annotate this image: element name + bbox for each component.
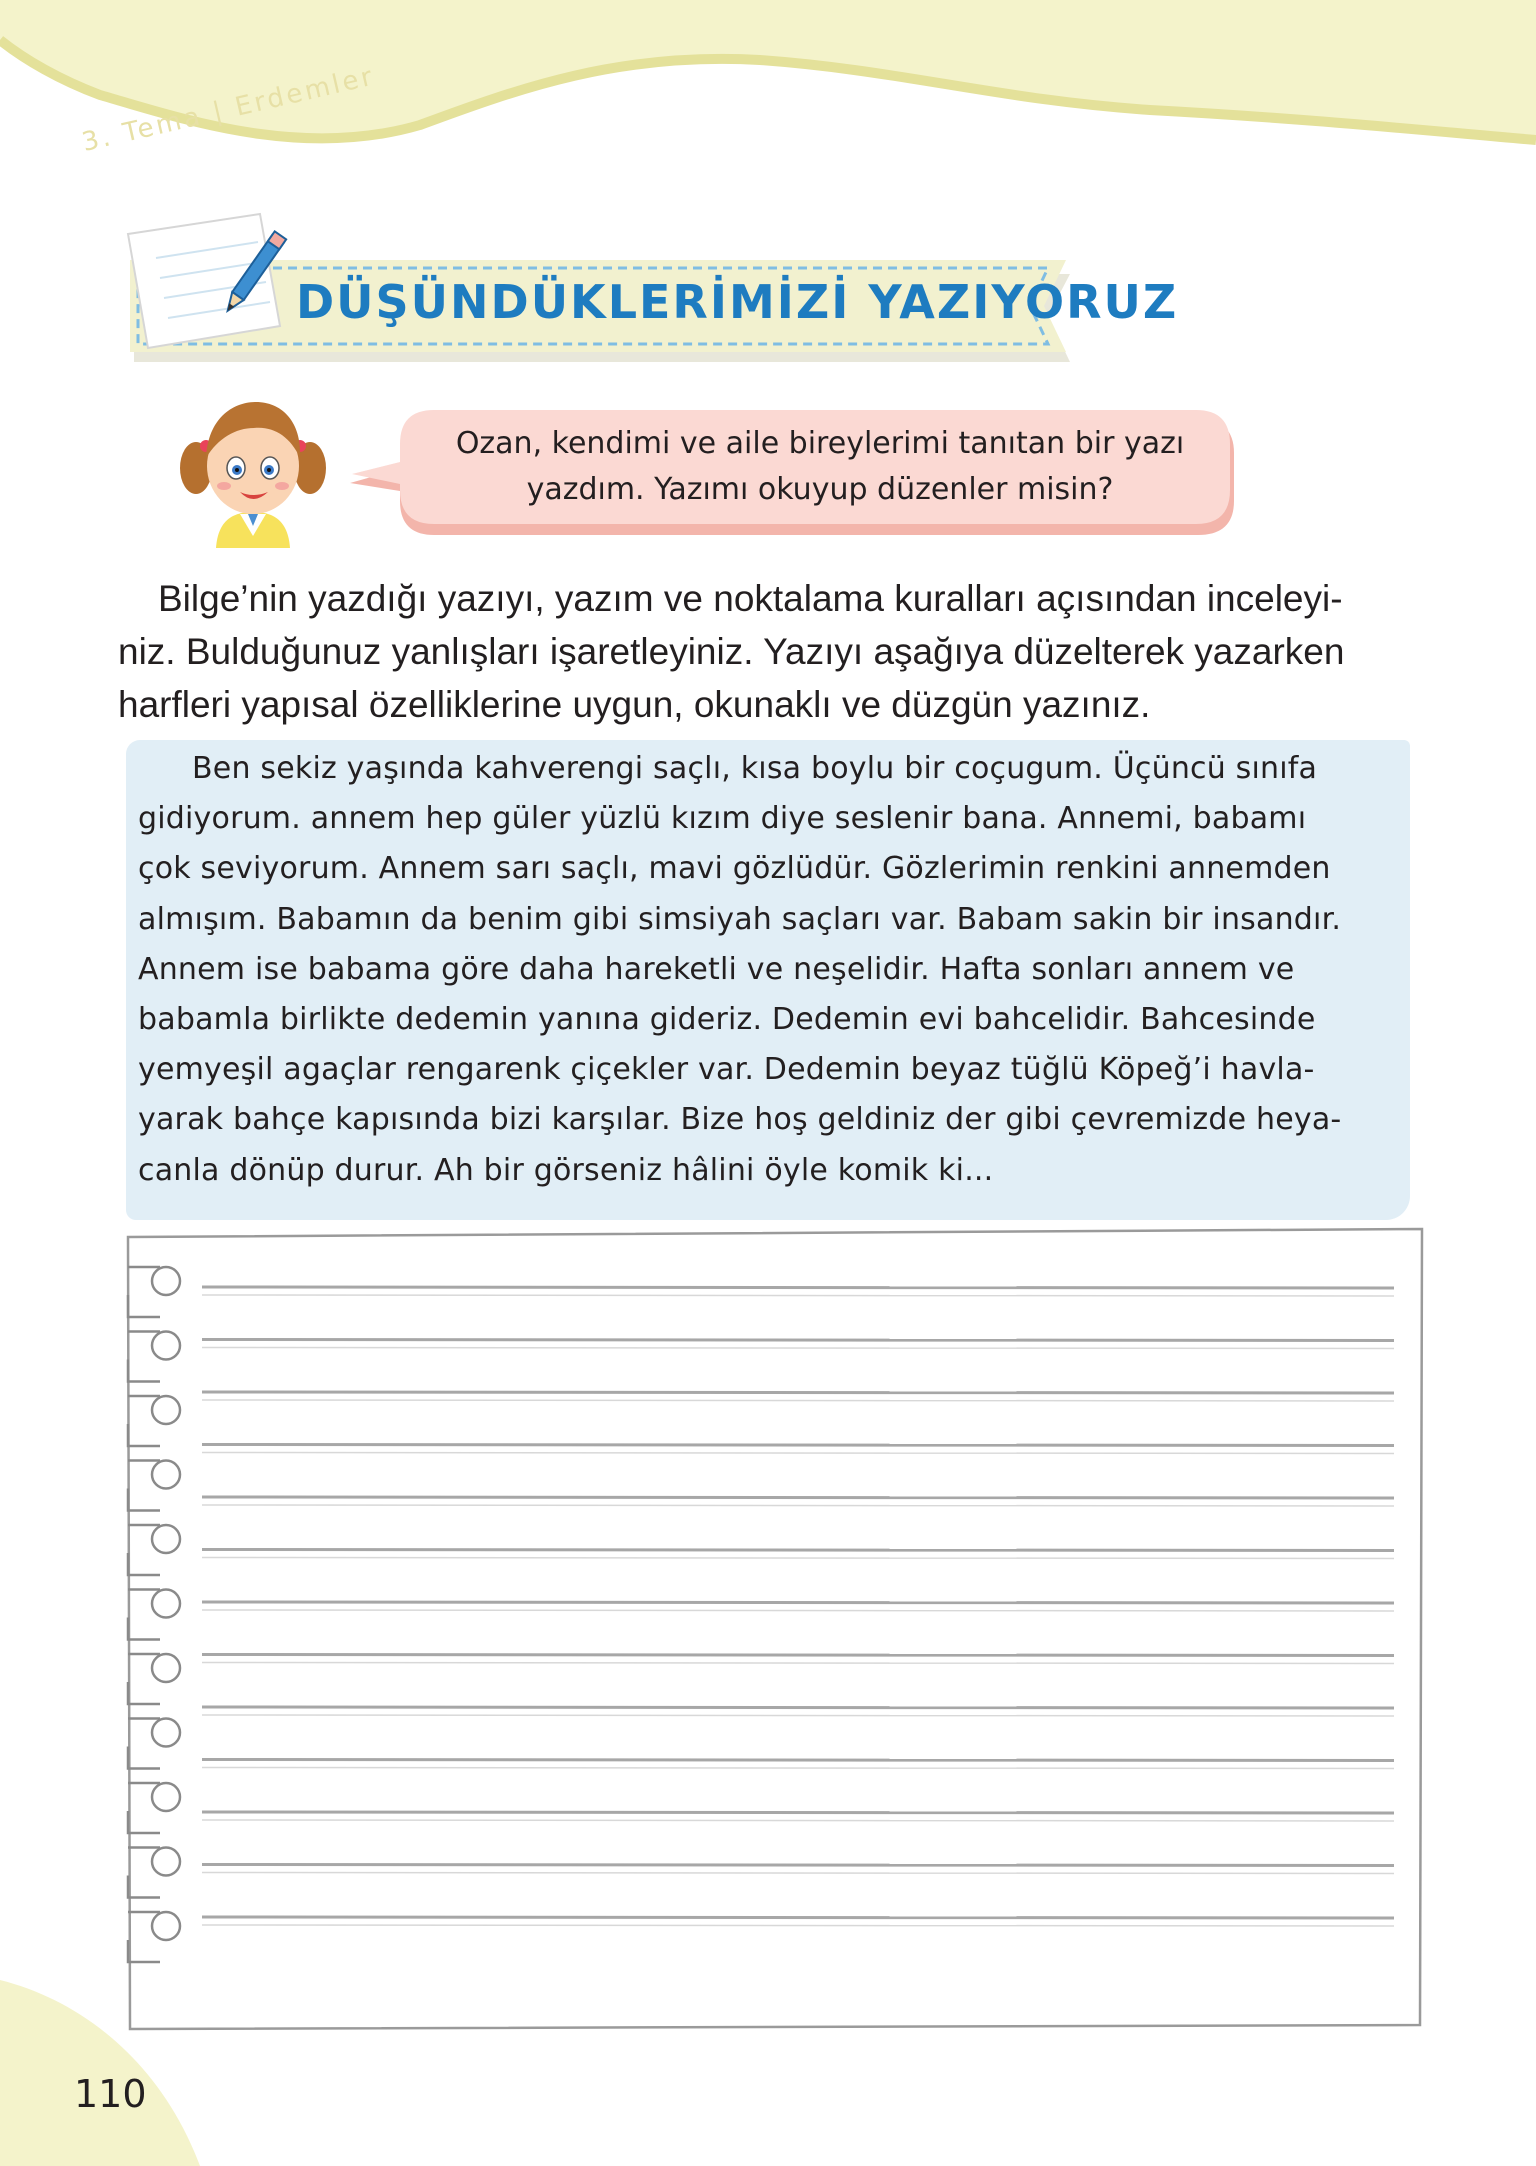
ruled-line — [202, 1445, 1394, 1446]
story-line: yarak bahçe kapısında bizi karşılar. Bize hoş geldiniz der gibi çevremizde heya- — [138, 1102, 1342, 1138]
ruled-line — [202, 1760, 1394, 1761]
page-number: 110 — [74, 2072, 147, 2116]
notebook-writing-area[interactable] — [120, 1225, 1436, 2035]
ruled-line — [202, 1812, 1394, 1813]
ruled-line — [202, 1917, 1394, 1918]
instruction-line: Bilge’nin yazdığı yazıyı, yazım ve noktalama kuralları açısından inceleyi- — [158, 578, 1343, 619]
story-line: yemyeşil agaçlar rengarenk çiçekler var. Dedemin beyaz tüğlü Köpeğ’i havla- — [138, 1052, 1315, 1088]
ruled-line — [202, 1497, 1394, 1498]
ruled-line — [202, 1340, 1394, 1341]
story-line: canla dönüp durur. Ah bir görseniz hâlini öyle komik ki... — [138, 1152, 994, 1188]
ruled-line — [202, 1287, 1394, 1288]
ruled-line — [202, 1550, 1394, 1551]
instruction-line: niz. Bulduğunuz yanlışları işaretleyiniz. Yazıyı aşağıya düzelterek yazarken — [118, 631, 1345, 672]
ruled-line-shadow — [202, 1820, 1394, 1821]
header-wave — [0, 0, 1536, 180]
ruled-line-shadow — [202, 1873, 1394, 1874]
ruled-line-shadow — [202, 1453, 1394, 1454]
speech-line: Ozan, kendimi ve aile bireylerimi tanıtan bir yazı — [455, 426, 1185, 461]
girl-avatar — [178, 388, 328, 548]
story-line: çok seviyorum. Annem sarı saçlı, mavi gözlüdür. Gözlerimin renkini annemden — [138, 851, 1331, 887]
story-line: babamla birlikte dedemin yanına gideriz. Dedemin evi bahcelidir. Bahcesinde — [138, 1001, 1316, 1037]
ruled-line-shadow — [202, 1400, 1394, 1401]
theme-label: 3. Tema | Erdemler — [79, 61, 378, 159]
ruled-line-shadow — [202, 1295, 1394, 1296]
speech-text — [410, 421, 1230, 513]
ruled-line — [202, 1602, 1394, 1603]
story-line: almışım. Babamın da benim gibi simsiyah saçları var. Babam sakin bir insandır. — [138, 901, 1342, 937]
instruction-line: harfleri yapısal özelliklerine uygun, okunaklı ve düzgün yazınız. — [118, 684, 1151, 725]
speech-line: yazdım. Yazımı okuyup düzenler misin? — [526, 472, 1114, 507]
ruled-line-shadow — [202, 1558, 1394, 1559]
ruled-line — [202, 1392, 1394, 1393]
ruled-line-shadow — [202, 1768, 1394, 1769]
section-title: DÜŞÜNDÜKLERİMİZİ YAZIYORUZ — [296, 275, 1179, 329]
story-line: gidiyorum. annem hep güler yüzlü kızım diye seslenir bana. Annemi, babamı — [138, 801, 1307, 837]
story-text — [138, 744, 1408, 1196]
story-line: Ben sekiz yaşında kahverengi saçlı, kısa boylu bir coçugum. Üçüncü sınıfa — [192, 751, 1318, 786]
ruled-line — [202, 1655, 1394, 1656]
ruled-line-shadow — [202, 1715, 1394, 1716]
ruled-line-shadow — [202, 1348, 1394, 1349]
ruled-line — [202, 1707, 1394, 1708]
ruled-line-shadow — [202, 1663, 1394, 1664]
ruled-line-shadow — [202, 1505, 1394, 1506]
ruled-line — [202, 1865, 1394, 1866]
corner-decoration — [0, 1960, 240, 2166]
instructions — [118, 572, 1418, 731]
story-line: Annem ise babama göre daha hareketli ve neşelidir. Hafta sonları annem ve — [138, 951, 1295, 987]
ruled-line-shadow — [202, 1610, 1394, 1611]
ruled-line-shadow — [202, 1925, 1394, 1926]
